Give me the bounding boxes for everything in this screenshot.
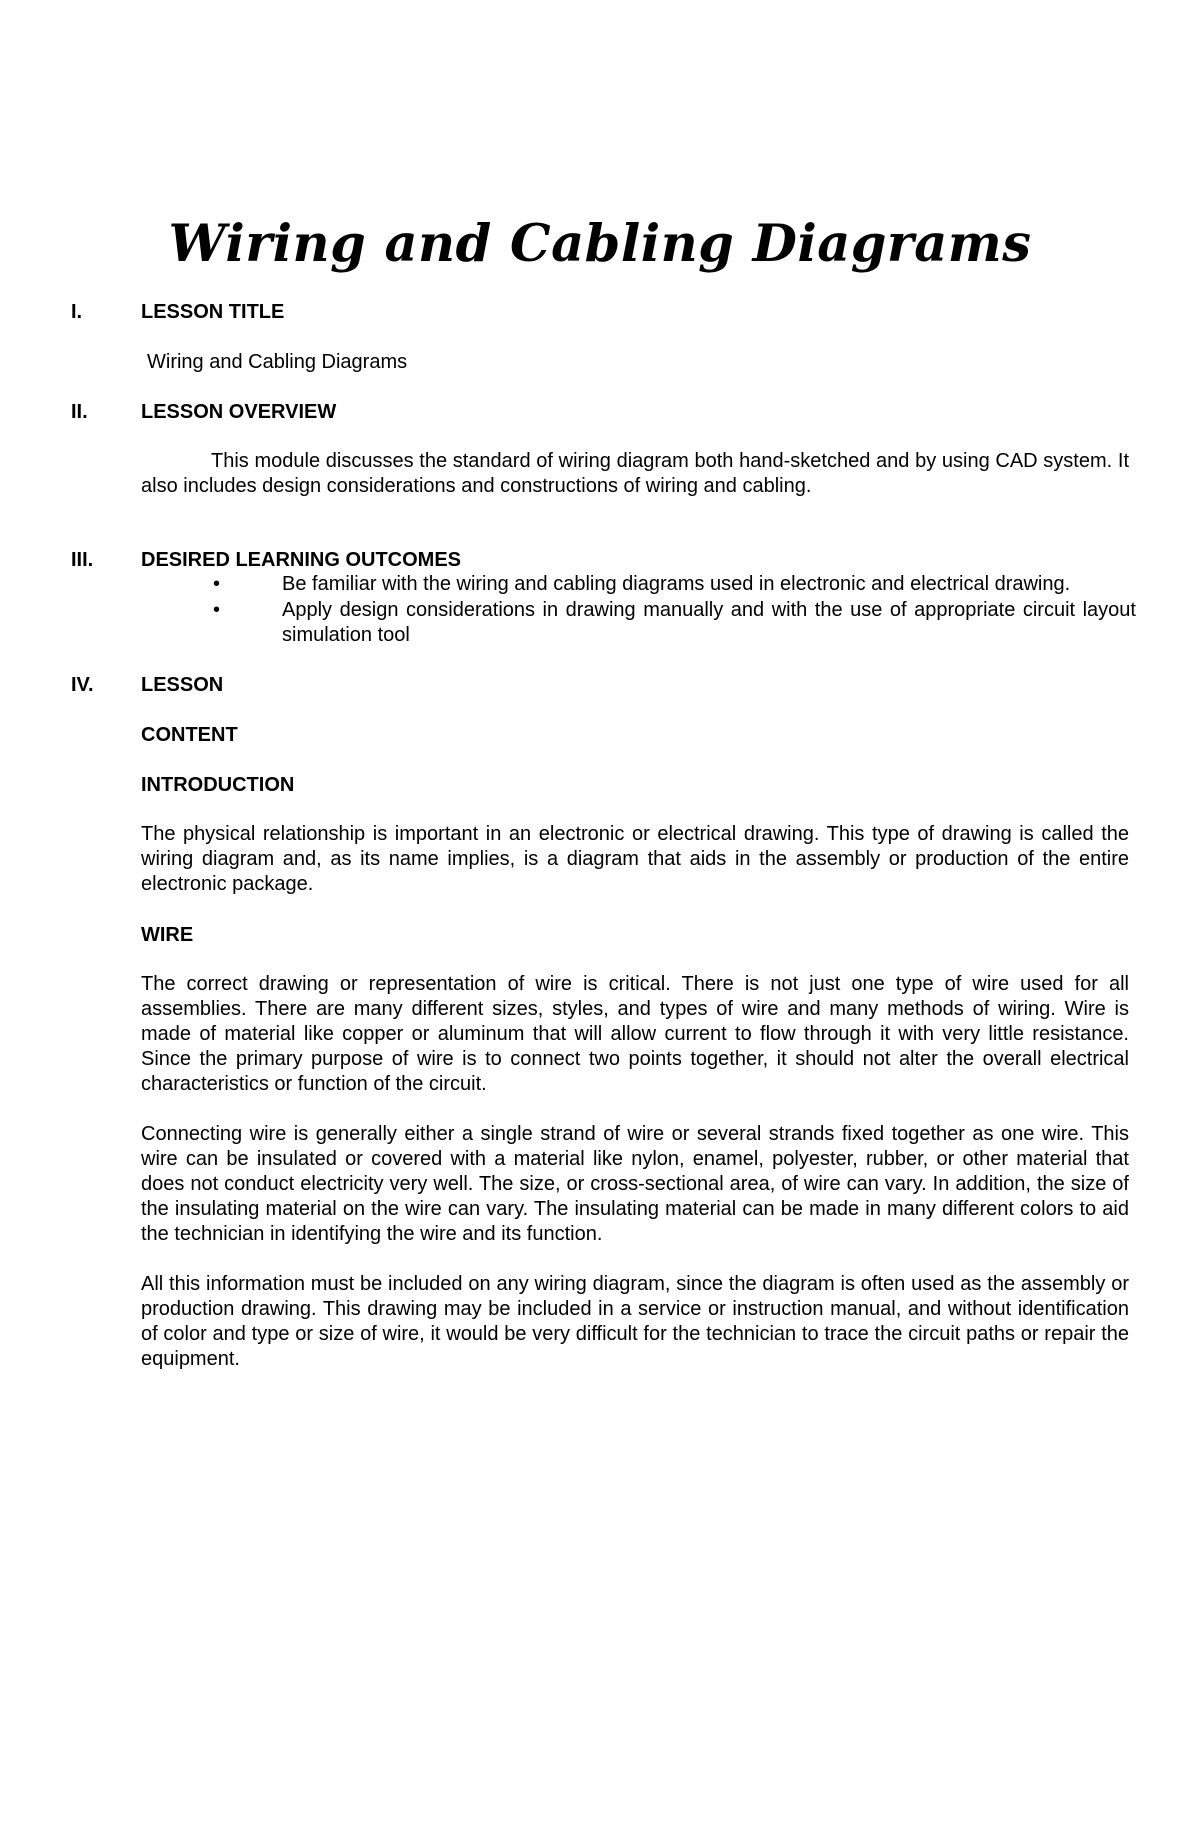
learning-outcome-text: Apply design considerations in drawing manually and with the use of appropriate circuit layout simulation tool bbox=[282, 598, 1136, 646]
section-1-numeral: I. bbox=[71, 301, 83, 323]
wire-paragraph-1: The correct drawing or representation of wire is critical. There is not just one type of wire used for all assemblies. There are many different sizes, styles, and types of wire and many methods of wiring. Wire is made of material like copper or aluminum that will allow current to flow through it with very little resistance. Since the primary purpose of wire is to connect two points together, it should not alter the overall electrical characteristics or function of the circuit. bbox=[141, 973, 1129, 1095]
document-title: Wiring and Cabling Diagrams bbox=[168, 214, 1032, 274]
wire-paragraph-2: Connecting wire is generally either a single strand of wire or several strands fixed together as one wire. This wire can be insulated or covered with a material like nylon, enamel, polyester, rubber, or other material that does not conduct electricity very well. The size, or cross-sectional area, of wire can vary. In addition, the size of the insulating material on the wire can vary. The insulating material can be made in many different colors to aid the technician in identifying the wire and its function. bbox=[141, 1123, 1129, 1245]
section-4-numeral: IV. bbox=[71, 674, 94, 696]
section-2-heading: LESSON OVERVIEW bbox=[141, 401, 337, 423]
lesson-overview-text: This module discusses the standard of wiring diagram both hand-sketched and by using CAD system. It also includes design considerations and constructions of wiring and cabling. bbox=[141, 450, 1129, 497]
wire-heading: WIRE bbox=[141, 924, 194, 946]
section-3-numeral: III. bbox=[71, 549, 94, 571]
learning-outcome-item bbox=[141, 572, 1136, 598]
bullet-icon: • bbox=[213, 598, 221, 621]
introduction-heading: INTRODUCTION bbox=[141, 774, 295, 796]
bullet-icon: • bbox=[213, 573, 221, 595]
content-heading: CONTENT bbox=[141, 724, 238, 746]
section-3-heading: DESIRED LEARNING OUTCOMES bbox=[141, 549, 462, 571]
learning-outcome-item bbox=[141, 598, 1136, 649]
learning-outcomes-list bbox=[141, 572, 1136, 649]
section-4-heading: LESSON bbox=[141, 674, 224, 696]
section-2-numeral: II. bbox=[71, 401, 88, 423]
lesson-title-text: Wiring and Cabling Diagrams bbox=[147, 351, 408, 373]
learning-outcome-text: Be familiar with the wiring and cabling diagrams used in electronic and electrical drawing. bbox=[282, 573, 1071, 595]
section-1-heading: LESSON TITLE bbox=[141, 301, 285, 323]
wire-paragraph-3: All this information must be included on any wiring diagram, since the diagram is often used as the assembly or production drawing. This drawing may be included in a service or instruction manual, and without identification of color and type or size of wire, it would be very difficult for the technician to trace the circuit paths or repair the equipment. bbox=[141, 1273, 1129, 1370]
introduction-paragraph: The physical relationship is important in an electronic or electrical drawing. This type of drawing is called the wiring diagram and, as its name implies, is a diagram that aids in the assembly or production of the entire electronic package. bbox=[141, 823, 1129, 895]
